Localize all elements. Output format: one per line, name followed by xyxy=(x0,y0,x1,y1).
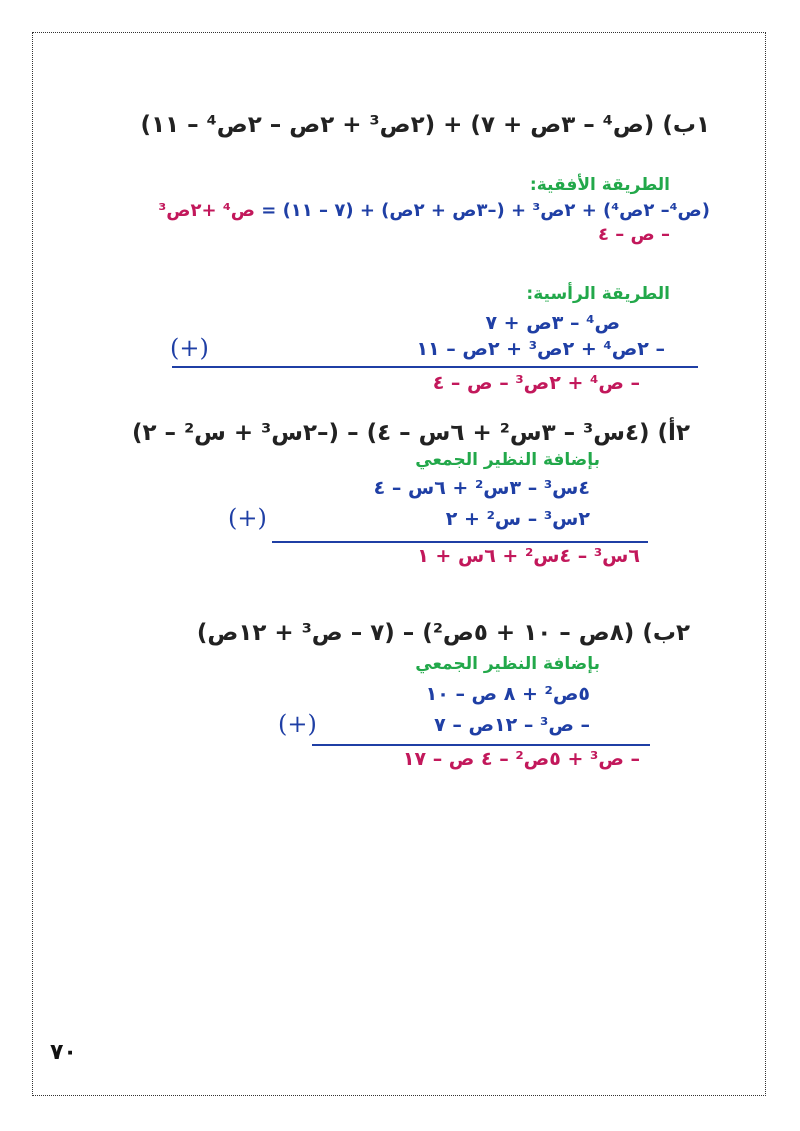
problem-1b-label: ١ب) xyxy=(662,112,710,138)
horizontal-method-line xyxy=(158,200,710,221)
horizontal-method-expression: (ص⁴– ٢ص⁴) + ٢ص³ + (–٣ص + ٢ص) + (٧ – ١١) = xyxy=(261,200,710,221)
problem-2b-expression: (٨ص – ١٠ + ٥ص²) – (٧ – ص³ + ١٢ص) xyxy=(196,620,635,646)
vertical-plus-sign: (+) xyxy=(170,334,209,362)
problem-2b-sum-rule xyxy=(312,744,650,746)
problem-2a-plus-sign: (+) xyxy=(228,504,267,532)
problem-2b-row-2: – ص³ – ١٢ص – ٧ xyxy=(434,714,590,736)
problem-2a xyxy=(132,420,690,446)
problem-1b-expression: (ص⁴ – ٣ص + ٧) + (٢ص³ + ٢ص – ٢ص⁴ – ١١) xyxy=(140,112,655,138)
problem-2b xyxy=(197,620,690,646)
horizontal-method-result: ص⁴ +٢ص³ xyxy=(158,200,262,221)
vertical-row-2: – ٢ص⁴ + ٢ص³ + ٢ص – ١١ xyxy=(416,338,665,360)
problem-2a-result: ٦س³ – ٤س² + ٦س + ١ xyxy=(417,545,640,567)
problem-2a-method-title: بإضافة النظير الجمعي xyxy=(415,450,600,470)
vertical-row-1: ص⁴ – ٣ص + ٧ xyxy=(485,312,620,334)
problem-2a-expression: (٤س³ – ٣س² + ٦س – ٤) – (–٢س³ + س² – ٢) xyxy=(131,420,650,446)
problem-2a-label: ٢أ) xyxy=(657,420,690,446)
horizontal-method-title: الطريقة الأفقية: xyxy=(529,175,670,195)
problem-1b xyxy=(141,112,710,138)
problem-2b-plus-sign: (+) xyxy=(278,710,317,738)
problem-2b-label: ٢ب) xyxy=(642,620,690,646)
horizontal-method-result-cont: – ص – ٤ xyxy=(597,224,670,245)
problem-2b-method-title: بإضافة النظير الجمعي xyxy=(415,654,600,674)
problem-2a-row-1: ٤س³ – ٣س² + ٦س – ٤ xyxy=(373,477,590,499)
problem-2a-sum-rule xyxy=(272,541,648,543)
page-number: ٧٠ xyxy=(50,1040,77,1065)
horizontal-method-line-2 xyxy=(598,224,670,245)
vertical-sum-rule xyxy=(172,366,698,368)
vertical-method-title: الطريقة الرأسية: xyxy=(526,284,670,304)
problem-2b-result: – ص³ + ٥ص² – ٤ ص – ١٧ xyxy=(402,748,640,770)
problem-2b-row-1: ٥ص² + ٨ ص – ١٠ xyxy=(425,683,590,705)
vertical-result: – ص⁴ + ٢ص³ – ص – ٤ xyxy=(432,372,640,394)
problem-2a-row-2: ٢س³ – س² + ٢ xyxy=(445,508,590,530)
